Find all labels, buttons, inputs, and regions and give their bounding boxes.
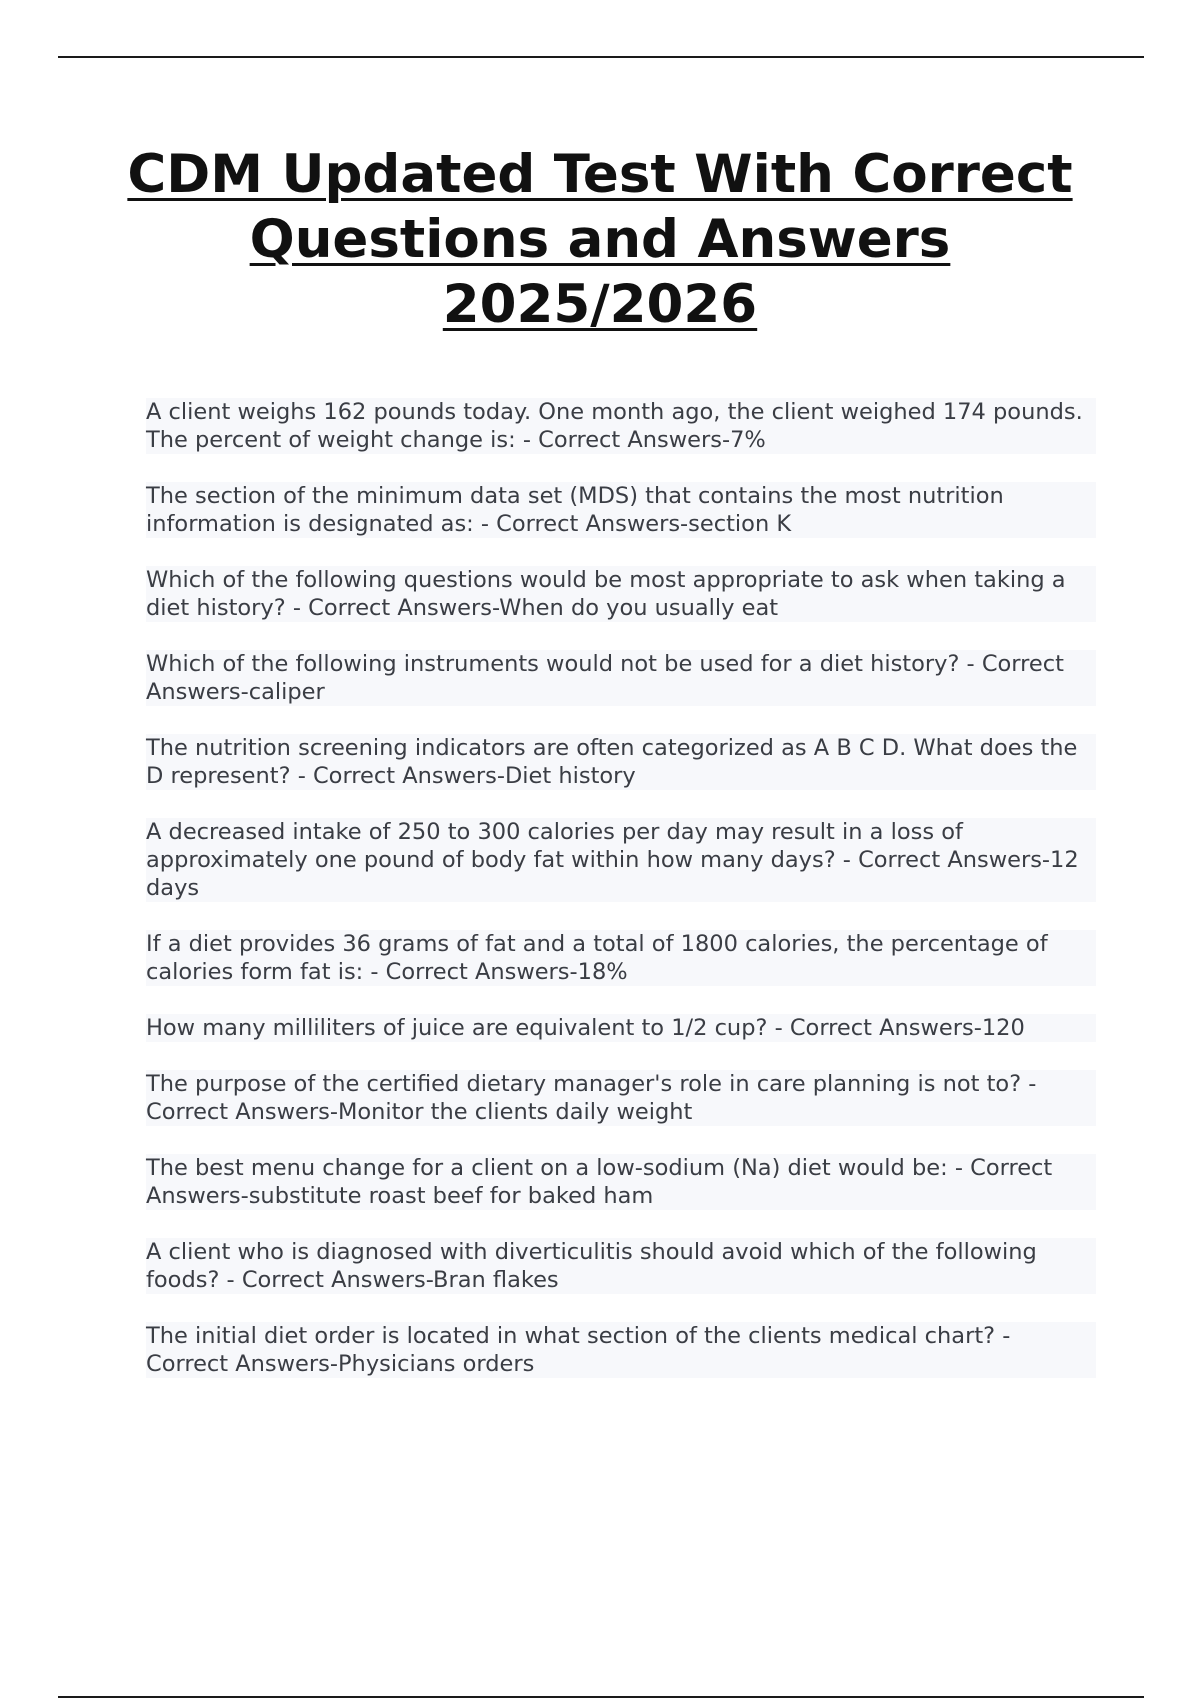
document-title: CDM Updated Test With Correct Questions and Answers 2025/2026 <box>127 144 1073 335</box>
top-rule <box>58 56 1144 58</box>
qa-item: The nutrition screening indicators are often categorized as A B C D. What does the D represent? - Correct Answers-Diet history <box>146 734 1096 790</box>
qa-item: A client who is diagnosed with diverticulitis should avoid which of the following foods? - Correct Answers-Bran flakes <box>146 1238 1096 1294</box>
qa-item: A decreased intake of 250 to 300 calories per day may result in a loss of approximately one pound of body fat within how many days? - Correct Answers-12 days <box>146 818 1096 902</box>
qa-item: The purpose of the certified dietary manager's role in care planning is not to? - Correct Answers-Monitor the clients daily weight <box>146 1070 1096 1126</box>
qa-item: The best menu change for a client on a low-sodium (Na) diet would be: - Correct Answers-substitute roast beef for baked ham <box>146 1154 1096 1210</box>
qa-list <box>146 398 1096 1406</box>
qa-item: Which of the following instruments would not be used for a diet history? - Correct Answers-caliper <box>146 650 1096 706</box>
qa-item: A client weighs 162 pounds today. One month ago, the client weighed 174 pounds. The percent of weight change is: - Correct Answers-7% <box>146 398 1096 454</box>
qa-item: The initial diet order is located in what section of the clients medical chart? - Correct Answers-Physicians orders <box>146 1322 1096 1378</box>
qa-item: How many milliliters of juice are equivalent to 1/2 cup? - Correct Answers-120 <box>146 1014 1096 1042</box>
qa-item: The section of the minimum data set (MDS) that contains the most nutrition information is designated as: - Correct Answers-section K <box>146 482 1096 538</box>
qa-item: Which of the following questions would be most appropriate to ask when taking a diet history? - Correct Answers-When do you usually eat <box>146 566 1096 622</box>
qa-item: If a diet provides 36 grams of fat and a total of 1800 calories, the percentage of calories form fat is: - Correct Answers-18% <box>146 930 1096 986</box>
bottom-rule <box>58 1696 1144 1698</box>
